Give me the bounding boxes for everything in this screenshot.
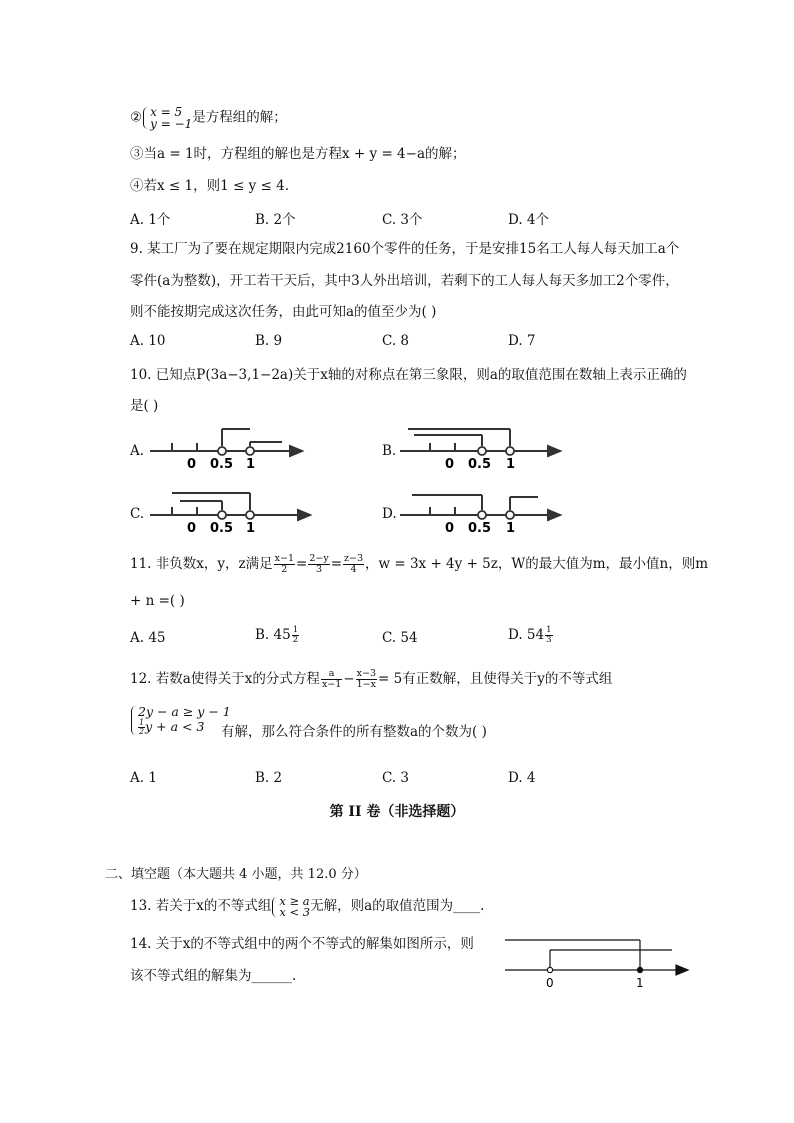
fraction: $\frac{x-3}{1-x}$ — [356, 668, 376, 690]
question-text: 9. 某工厂为了要在规定期限内完成2160个零件的任务，于是安排15名工人每人每天加工a个 — [130, 241, 680, 257]
circle-number: ③ — [130, 146, 144, 162]
option-b[interactable]: B. 2 — [255, 770, 283, 786]
tick-label: 0 — [445, 457, 455, 472]
q14-number-line — [500, 932, 695, 992]
tick-label: 0.5 — [468, 521, 492, 536]
fraction: $\frac{x-1}{2}$ — [274, 553, 294, 575]
option-c-label[interactable]: C. — [130, 506, 145, 522]
statement-text: 若x ≤ 1，则1 ≤ y ≤ 4. — [143, 178, 289, 194]
option-d[interactable]: D. 7 — [508, 333, 536, 349]
option-d[interactable]: D. 54 $\frac{1}{3}$ — [508, 625, 552, 645]
tick-label: 0.5 — [468, 457, 492, 472]
question-text: 12. 若数a使得关于x的分式方程 $\frac{a}{x-1}$ − $\frac{x-3}{1-x}$ = 5有正数解，且使得关于y的不等式组 — [130, 668, 613, 690]
option-a[interactable]: A. 1 — [130, 770, 157, 786]
question-text: 该不等式组的解集为______. — [130, 968, 297, 984]
statement-text: 当a = 1时，方程组的解也是方程x + y = 4−a的解； — [143, 146, 466, 162]
option-b[interactable]: B. 9 — [255, 333, 283, 349]
number-line-a[interactable] — [150, 418, 310, 473]
circle-number: ④ — [130, 178, 144, 194]
question-text: 则不能按期完成这次任务，由此可知a的值至少为( ) — [130, 304, 437, 320]
tick-label: 0.5 — [210, 457, 234, 472]
option-d-label[interactable]: D. — [382, 506, 397, 522]
option-a[interactable]: A. 10 — [130, 333, 166, 349]
tick-label: 0.5 — [210, 521, 234, 536]
tick-label: 1 — [246, 457, 256, 472]
tick-label: 1 — [636, 976, 644, 990]
option-b[interactable]: B. 45 $\frac{1}{2}$ — [255, 625, 299, 645]
section-title: 第 II 卷（非选择题） — [329, 804, 465, 820]
question-text: + n =( ) — [130, 593, 185, 609]
tick-label: 0 — [546, 976, 554, 990]
option-d[interactable]: D. 4 — [508, 770, 536, 786]
tick-label: 1 — [506, 521, 516, 536]
question-text: 11. 非负数x，y，z满足 $\frac{x-1}{2}$ = $\frac{2-y}{3}$ = $\frac{z-3}{4}$ ，w = 3x + 4y + 5z，W的最大值为m，最小值n，则m — [130, 553, 709, 575]
fraction: $\frac{z-3}{4}$ — [344, 553, 364, 575]
inequality-system: x ≥ a x < 3 — [271, 896, 310, 918]
inequality-system: 2y − a ≥ y − 1 $\frac{1}{2}$ y + a < 3 — [130, 705, 231, 736]
equation-system: x = 5 y = −1 — [142, 106, 192, 130]
option-b-label[interactable]: B. — [382, 443, 397, 459]
statement-3 — [130, 145, 466, 163]
option-a[interactable]: A. 1个 — [130, 212, 171, 228]
option-b[interactable]: B. 2个 — [255, 212, 296, 228]
question-13: 13. 若关于x的不等式组 x ≥ a x < 3 无解，则a的取值范围为____. — [130, 893, 485, 919]
question-text: 是( ) — [130, 398, 159, 414]
part-title: 二、填空题（本大题共 4 小题，共 12.0 分） — [105, 867, 367, 882]
question-text: 零件(a为整数)，开工若干天后，其中3人外出培训，若剩下的工人每人每天多加工2个零件， — [130, 273, 679, 289]
statement-text: 是方程组的解； — [192, 109, 287, 126]
fraction: $\frac{a}{x-1}$ — [321, 668, 342, 690]
option-a-label[interactable]: A. — [130, 443, 145, 459]
tick-label: 0 — [445, 521, 455, 536]
tick-label: 1 — [246, 521, 256, 536]
option-c[interactable]: C. 3个 — [382, 212, 423, 228]
number-line-b[interactable] — [400, 418, 565, 473]
option-c[interactable]: C. 3 — [382, 770, 410, 786]
tick-label: 0 — [187, 457, 197, 472]
number-line-c[interactable] — [150, 482, 315, 537]
statement-2 — [130, 106, 287, 130]
tick-label: 0 — [187, 521, 197, 536]
statement-4 — [130, 177, 289, 195]
option-c[interactable]: C. 54 — [382, 630, 418, 646]
question-text: 14. 关于x的不等式组中的两个不等式的解集如图所示，则 — [130, 936, 474, 952]
fraction: $\frac{2-y}{3}$ — [309, 553, 329, 575]
question-text: 有解，那么符合条件的所有整数a的个数为( ) — [221, 724, 487, 740]
tick-label: 1 — [506, 457, 516, 472]
option-a[interactable]: A. 45 — [130, 630, 166, 646]
circle-number: ② — [130, 109, 143, 126]
option-c[interactable]: C. 8 — [382, 333, 410, 349]
option-d[interactable]: D. 4个 — [508, 212, 550, 228]
number-line-d[interactable] — [400, 482, 565, 537]
question-text: 10. 已知点P(3a−3,1−2a)关于x轴的对称点在第三象限，则a的取值范围在数轴上表示正确的 — [130, 367, 687, 383]
